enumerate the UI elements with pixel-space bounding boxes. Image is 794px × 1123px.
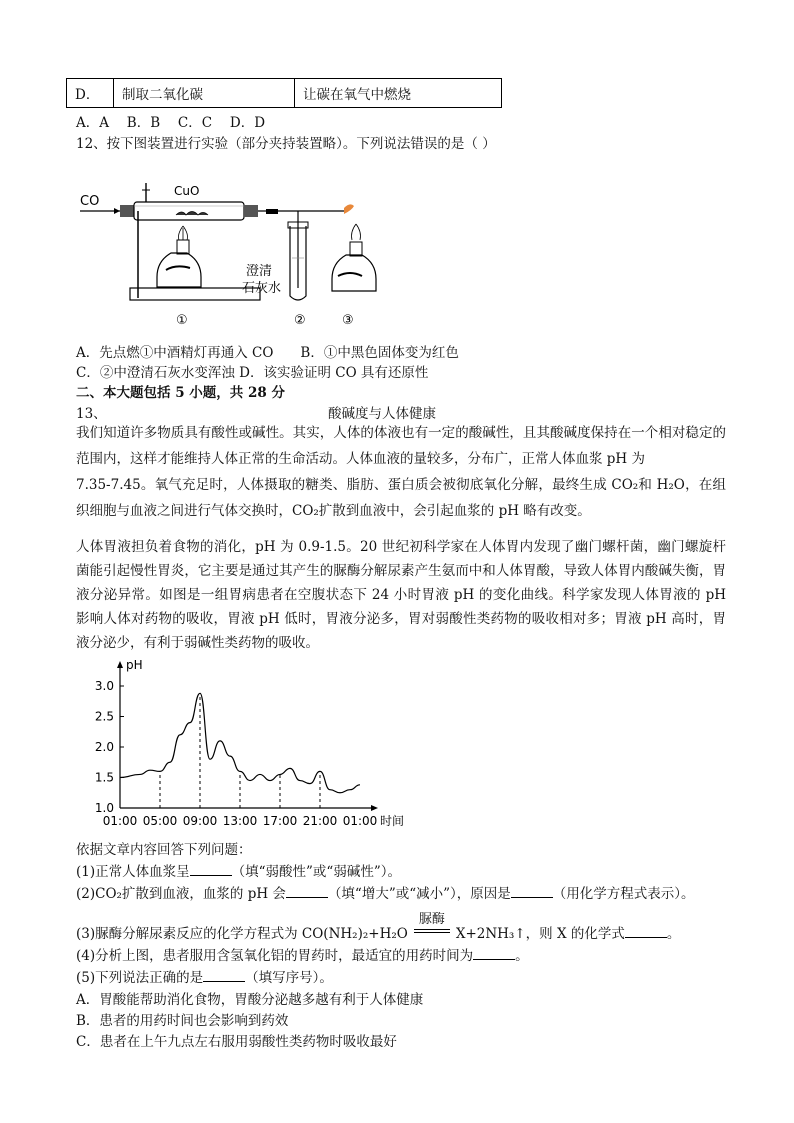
- table-row: [67, 79, 502, 108]
- subquestion-3: [76, 908, 680, 948]
- option-c: C．患者在上午九点左右服用弱酸性类药物时吸收最好: [76, 1034, 397, 1050]
- cuo-label: CuO: [174, 184, 200, 198]
- label-1: ①: [176, 313, 188, 328]
- option-a: A．胃酸能帮助消化食物，胃酸分泌越多越有利于人体健康: [76, 992, 424, 1008]
- q12-options-cd: C．②中澄清石灰水变浑浊 D．该实验证明 CO 具有还原性: [76, 365, 429, 381]
- x-tick-label: 21:00: [302, 814, 338, 828]
- subquestion-text: （填“增大”或“减小”），原因是: [327, 886, 511, 902]
- x-axis-arrow: [371, 805, 378, 811]
- subquestion-text: (1)正常人体血浆呈: [76, 864, 190, 880]
- paragraph-1: 我们知道许多物质具有酸性或碱性。其实，人体的体液也有一定的酸碱性，且其酸碱度保持在一个相对稳定的范围内，这样才能维持人体正常的生命活动。人体血液的量较多，分布广，正常人体血浆 pH 为: [76, 425, 726, 467]
- table-cell: D．: [67, 79, 114, 108]
- y-tick-label: 2.5: [94, 709, 114, 724]
- x-tick-label: 01:00: [342, 814, 378, 828]
- y-tick-label: 1.5: [94, 770, 114, 785]
- answer-blank[interactable]: [203, 969, 245, 982]
- y-tick-label: 3.0: [94, 679, 114, 693]
- x-axis-label: 时间: [380, 814, 405, 828]
- y-tick-label: 2.0: [94, 740, 114, 754]
- q12-options-ab: A．先点燃①中酒精灯再通入 CO B．①中黑色固体变为红色: [76, 345, 459, 361]
- subquestion-4: [76, 944, 529, 964]
- q12-stem: 12、按下图装置进行实验（部分夹持装置略）。下列说法错误的是（ ）: [76, 136, 496, 152]
- x-tick-label: 09:00: [182, 814, 218, 828]
- subquestion-text: （填写序号）。: [245, 970, 333, 986]
- reaction-condition: [414, 908, 450, 933]
- answer-blank[interactable]: [511, 885, 553, 898]
- co-label: CO: [80, 194, 100, 209]
- answer-blank[interactable]: [473, 947, 515, 960]
- limewater-label-2: 石灰水: [242, 281, 282, 296]
- subquestion-1: [76, 860, 401, 880]
- table-cell: 制取二氧化碳: [114, 79, 295, 108]
- x-tick-label: 17:00: [262, 814, 298, 828]
- subquestion-text: 。: [666, 926, 681, 942]
- y-tick-label: 1.0: [94, 801, 114, 815]
- paragraph-3: 人体胃液担负着食物的消化，pH 为 0.9-1.5。20 世纪初科学家在人体胃内发现了幽门螺杆菌，幽门螺旋杆菌能引起慢性胃炎，它主要是通过其产生的脲酶分解尿素产生氨而中和人体胃酸，导致人体胃内酸碱失衡，胃液分泌异常。如图是一组胃病患者在空腹状态下 24 小时胃液 pH 的变化曲线。科学家发现人体胃液的 pH 影响人体对药物的吸收，胃液 pH 低时，胃液分泌多，胃对弱酸性类药物的吸收相对多；胃液 pH 高时，胃液分泌少，有利于弱碱性类药物的吸收。: [76, 539, 726, 651]
- subquestion-text: 。: [515, 948, 529, 964]
- x-tick-label: 13:00: [222, 814, 258, 828]
- subquestion-5: [76, 966, 333, 986]
- subquestion-text: X+2NH₃↑，则 X 的化学式: [455, 926, 625, 942]
- label-3: ③: [342, 313, 354, 328]
- apparatus-diagram: [76, 178, 396, 330]
- y-axis-label: pH: [126, 658, 143, 672]
- answer-blank[interactable]: [286, 885, 328, 898]
- x-tick-label: 05:00: [142, 814, 178, 828]
- catalyst-label: 脲酶: [418, 912, 445, 927]
- article-title: 酸碱度与人体健康: [328, 406, 436, 422]
- subquestion-text: （用化学方程式表示）。: [552, 886, 695, 902]
- label-2: ②: [294, 313, 306, 328]
- option-table: [66, 78, 502, 108]
- answer-blank[interactable]: [190, 863, 232, 876]
- x-tick-label: 01:00: [102, 814, 138, 828]
- option-b: B．患者的用药时间也会影响到药效: [76, 1013, 289, 1029]
- subquestion-text: (2)CO₂扩散到血液，血浆的 pH 会: [76, 886, 286, 902]
- q11-options: A．A B．B C．C D．D: [76, 115, 266, 131]
- question-intro: 依据文章内容回答下列问题：: [76, 842, 252, 858]
- subquestion-text: (4)分析上图，患者服用含氢氧化铝的胃药时，最适宜的用药时间为: [76, 948, 474, 964]
- table-cell: 让碳在氧气中燃烧: [295, 79, 502, 108]
- paragraph-2: 7.35-7.45。氧气充足时，人体摄取的糖类、脂肪、蛋白质会被彻底氧化分解，最终生成 CO₂和 H₂O，在组织细胞与血液之间进行气体交换时，CO₂扩散到血液中，会引起血浆的 pH 略有改变。: [76, 477, 726, 519]
- y-axis-arrow: [117, 661, 123, 668]
- q13-number: 13、: [76, 406, 107, 422]
- limewater-label-1: 澄清: [246, 264, 273, 279]
- section-heading: 二、本大题包括 5 小题，共 28 分: [76, 385, 285, 401]
- answer-blank[interactable]: [625, 925, 667, 938]
- subquestion-text: (3)脲酶分解尿素反应的化学方程式为 CO(NH₂)₂+H₂O: [76, 926, 408, 942]
- ph-chart: [76, 655, 426, 835]
- subquestion-text: （填“弱酸性”或“弱碱性”）。: [231, 864, 401, 880]
- subquestion-2: [76, 882, 695, 902]
- subquestion-text: (5)下列说法正确的是: [76, 970, 204, 986]
